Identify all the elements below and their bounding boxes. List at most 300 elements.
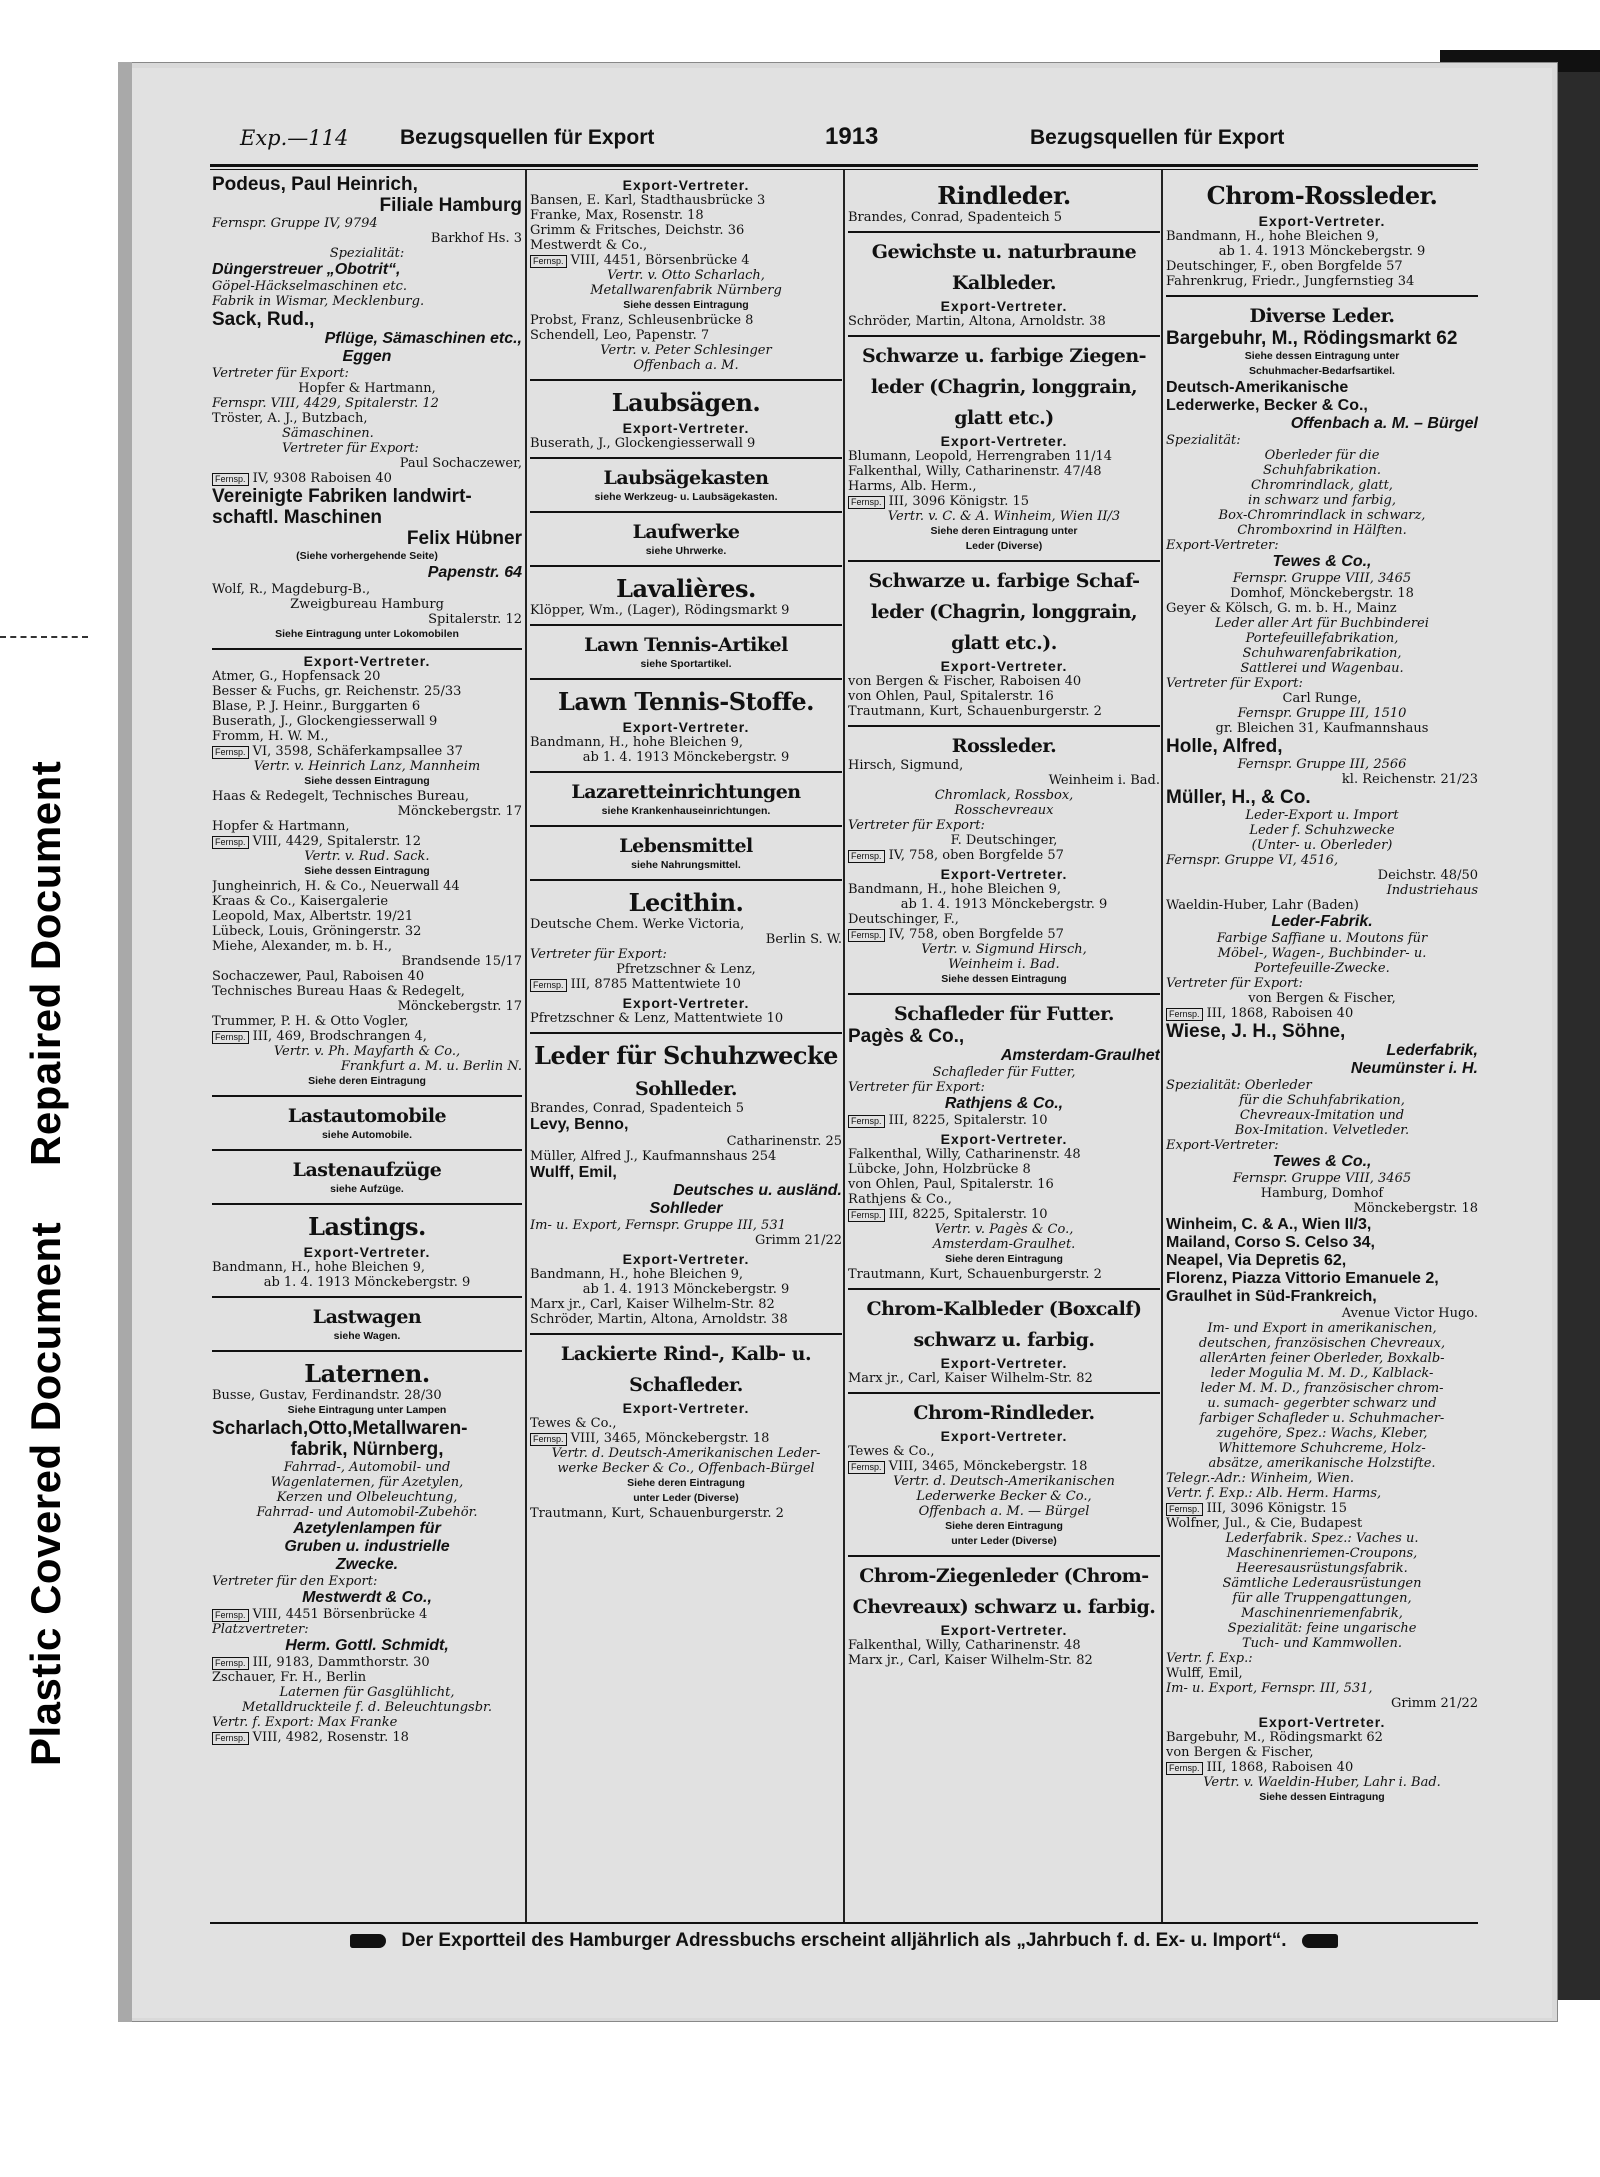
section-divider <box>530 624 842 626</box>
directory-line: Harms, Alb. Herm., <box>848 479 977 494</box>
section-divider <box>212 1350 522 1352</box>
category-heading: Schafleder für Futter. <box>894 1003 1114 1025</box>
directory-line: Vertr. f. Export: Max Franke <box>212 1715 398 1730</box>
firm-name: Holle, Alfred, <box>1166 736 1283 757</box>
column-rule-1 <box>525 170 527 1922</box>
header-rule <box>210 164 1478 167</box>
directory-line: Frankfurt a. M. u. Berlin N. <box>340 1059 522 1074</box>
directory-line: Bansen, E. Karl, Stadthausbrücke 3 <box>530 193 766 208</box>
directory-line: Vertr. v. Heinrich Lanz, Mannheim <box>253 759 481 774</box>
cross-reference-note: Siehe dessen Eintragung unter <box>1244 350 1400 362</box>
firm-name: Bargebuhr, M., Rödingsmarkt 62 <box>1166 328 1458 349</box>
directory-line: Bandmann, H., hohe Bleichen 9, <box>530 735 744 750</box>
cross-reference-note: siehe Uhrwerke. <box>645 545 727 557</box>
directory-line: von Ohlen, Paul, Spitalerstr. 16 <box>848 689 1054 704</box>
category-heading: leder (Chagrin, longgrain, <box>870 376 1138 398</box>
category-heading: Chevreaux) schwarz u. farbig. <box>852 1596 1156 1618</box>
telephone-symbol-icon: Fernsp. <box>212 1609 249 1622</box>
section-divider <box>530 1032 842 1034</box>
directory-line: Fernspr. Gruppe III, 2566 <box>1237 757 1407 772</box>
firm-name: Deutsch-Amerikanische <box>1166 379 1349 396</box>
telephone-symbol-icon: Fernsp. <box>212 1732 249 1745</box>
firm-name: Winheim, C. & A., Wien II/3, <box>1166 1216 1372 1233</box>
directory-line: Metallwarenfabrik Nürnberg <box>590 283 782 298</box>
directory-line: Waeldin-Huber, Lahr (Baden) <box>1166 898 1359 913</box>
directory-line: Fernsp. IV, 9308 Raboisen 40 <box>212 471 522 486</box>
directory-line: Blase, P. J. Heinr., Burggarten 6 <box>212 699 421 714</box>
firm-name: Podeus, Paul Heinrich, <box>212 174 418 195</box>
directory-line: Spezialität: <box>329 246 405 261</box>
directory-line: Fernsp. III, 8785 Mattentwiete 10 <box>530 977 842 992</box>
telephone-symbol-icon: Fernsp. <box>1166 1762 1203 1775</box>
telephone-symbol-icon: Fernsp. <box>848 1115 885 1128</box>
category-heading: Laubsägekasten <box>603 467 769 489</box>
directory-line: für alle Truppengattungen, <box>1232 1591 1412 1606</box>
directory-line: kl. Reichenstr. 21/23 <box>1341 772 1478 787</box>
directory-line: ab 1. 4. 1913 Mönckebergstr. 9 <box>1218 244 1426 259</box>
directory-line: Sämaschinen. <box>282 426 374 441</box>
scan-dash-mark <box>0 636 88 638</box>
column-2 <box>530 174 842 1521</box>
category-heading: Lazaretteinrichtungen <box>571 781 801 803</box>
directory-line: Kraas & Co., Kaisergalerie <box>212 894 389 909</box>
directory-line: Jungheinrich, H. & Co., Neuerwall 44 <box>212 879 460 894</box>
directory-line: Vertr. v. Rud. Sack. <box>304 849 430 864</box>
directory-line: Haas & Redegelt, Technisches Bureau, <box>212 789 469 804</box>
section-divider <box>848 1288 1160 1290</box>
firm-name: Leder-Fabrik. <box>1271 913 1373 930</box>
directory-line: Hopfer & Hartmann, <box>212 819 350 834</box>
telephone-symbol-icon: Fernsp. <box>848 929 885 942</box>
cross-reference-note: siehe Werkzeug- u. Laubsägekasten. <box>594 491 778 503</box>
directory-line: Hopfer & Hartmann, <box>298 381 436 396</box>
section-divider <box>530 379 842 381</box>
directory-line: Heeresausrüstungsfabrik. <box>1236 1561 1408 1576</box>
telephone-symbol-icon: Fernsp. <box>212 1031 249 1044</box>
directory-line: Paul Sochaczewer, <box>399 456 522 471</box>
directory-line: Spezialität: feine ungarische <box>1227 1621 1417 1636</box>
directory-line: Deutschinger, F., <box>848 912 959 927</box>
category-heading: Lebensmittel <box>619 835 753 857</box>
directory-line: Fernsp. VI, 3598, Schäferkampsallee 37 <box>212 744 522 759</box>
column-1 <box>212 174 522 1745</box>
cross-reference-note: Siehe Eintragung unter Lokomobilen <box>275 628 459 640</box>
directory-line: Metalldruckteile f. d. Beleuchtungsbr. <box>242 1700 492 1715</box>
directory-line: ab 1. 4. 1913 Mönckebergstr. 9 <box>582 750 790 765</box>
directory-line: Klöpper, Wm., (Lager), Rödingsmarkt 9 <box>530 603 790 618</box>
pointing-hand-icon <box>1302 1934 1338 1948</box>
directory-line: Tewes & Co., <box>530 1416 617 1431</box>
footer-rule <box>210 1922 1478 1924</box>
telephone-symbol-icon: Fernsp. <box>530 979 567 992</box>
directory-line: Sattlerei und Wagenbau. <box>1240 661 1404 676</box>
category-heading: Sohlleder. <box>635 1078 737 1100</box>
firm-name: Filiale Hamburg <box>379 195 522 216</box>
export-agents-heading: Export-Vertreter. <box>1258 214 1386 229</box>
directory-line: Falkenthal, Willy, Catharinenstr. 47/48 <box>848 464 1102 479</box>
directory-line: Bandmann, H., hohe Bleichen 9, <box>530 1267 744 1282</box>
directory-line: Fabrik in Wismar, Mecklenburg. <box>212 294 425 309</box>
section-divider <box>848 1392 1160 1394</box>
export-agents-heading: Export-Vertreter. <box>303 1245 431 1260</box>
directory-line: Hirsch, Sigmund, <box>848 758 964 773</box>
directory-line: Vertr. f. Exp.: <box>1166 1651 1253 1666</box>
telephone-symbol-icon: Fernsp. <box>848 1209 885 1222</box>
export-agents-heading: Export-Vertreter. <box>622 1252 750 1267</box>
category-heading: Lackierte Rind-, Kalb- u. <box>560 1343 812 1365</box>
directory-line: Vertreter für Export: <box>212 366 349 381</box>
directory-line: Grimm 21/22 <box>754 1233 842 1248</box>
firm-name: Deutsches u. ausländ. <box>673 1182 842 1199</box>
running-title-left: Bezugsquellen für Export <box>400 126 655 149</box>
directory-line: Chevreaux-Imitation und <box>1239 1108 1405 1123</box>
directory-line: Oberleder für die <box>1264 448 1380 463</box>
directory-line: Fernsp. VIII, 4451, Börsenbrücke 4 <box>530 253 842 268</box>
directory-line: Kerzen und Ölbeleuchtung, <box>276 1490 458 1505</box>
cross-reference-note: siehe Aufzüge. <box>330 1183 404 1195</box>
directory-line: Weinheim i. Bad. <box>948 957 1060 972</box>
directory-line: Spezialität: Oberleder <box>1166 1078 1312 1093</box>
cross-reference-note: Siehe deren Eintragung <box>945 1253 1063 1265</box>
directory-line: (Unter- u. Oberleder) <box>1251 838 1393 853</box>
directory-line: Portefeuille-Zwecke. <box>1254 961 1390 976</box>
directory-line: leder M. M. D., französischer chrom- <box>1200 1381 1444 1396</box>
firm-name: Eggen <box>342 348 392 365</box>
firm-name: Scharlach,Otto,Metallwaren- <box>212 1418 468 1439</box>
cross-reference-note: Siehe deren Eintragung <box>308 1075 426 1087</box>
firm-name: Pflüge, Sämaschinen etc., <box>324 330 522 347</box>
directory-line: Fernsp. VIII, 4429, Spitalerstr. 12 <box>212 834 522 849</box>
category-heading: Leder für Schuhzwecke <box>534 1042 838 1070</box>
directory-line: Fernsp. III, 8225, Spitalerstr. 10 <box>848 1207 1160 1222</box>
cross-reference-note: Siehe dessen Eintragung <box>941 973 1067 985</box>
directory-line: Offenbach a. M. — Bürgel <box>918 1504 1090 1519</box>
category-heading: Rossleder. <box>951 735 1057 757</box>
cross-reference-note: Siehe deren Eintragung <box>945 1520 1063 1532</box>
directory-line: Industriehaus <box>1386 883 1478 898</box>
column-4 <box>1166 174 1478 1805</box>
column-3 <box>848 174 1160 1668</box>
directory-line: Göpel-Häckselmaschinen etc. <box>212 279 408 294</box>
firm-name: fabrik, Nürnberg, <box>290 1439 444 1460</box>
firm-name: Vereinigte Fabriken landwirt- <box>212 486 472 507</box>
side-label-strip <box>0 0 110 2177</box>
directory-line: Mönckebergstr. 18 <box>1353 1201 1478 1216</box>
directory-line: Domhof, Mönckebergstr. 18 <box>1230 586 1414 601</box>
directory-line: F. Deutschinger, <box>950 833 1058 848</box>
directory-line: Besser & Fuchs, gr. Reichenstr. 25/33 <box>212 684 462 699</box>
section-divider <box>848 560 1160 562</box>
directory-line: Bandmann, H., hohe Bleichen 9, <box>848 882 1062 897</box>
directory-line: Fernspr. Gruppe VIII, 3465 <box>1232 571 1412 586</box>
telephone-symbol-icon: Fernsp. <box>1166 1008 1203 1021</box>
directory-line: Geyer & Kölsch, G. m. b. H., Mainz <box>1166 601 1397 616</box>
cross-reference-note: Siehe deren Eintragung <box>627 1477 745 1489</box>
directory-line: Maschinenriemenfabrik, <box>1241 1606 1403 1621</box>
directory-line: Marx jr., Carl, Kaiser Wilhelm-Str. 82 <box>848 1653 1093 1668</box>
cross-reference-note: Siehe dessen Eintragung <box>1259 1791 1385 1803</box>
firm-name: Neapel, Via Depretis 62, <box>1166 1252 1347 1269</box>
directory-line: Leopold, Max, Albertstr. 19/21 <box>212 909 414 924</box>
category-heading: Chrom-Rossleder. <box>1206 182 1438 210</box>
category-heading: schwarz u. farbig. <box>913 1329 1095 1351</box>
directory-line: Zweigbureau Hamburg <box>290 597 444 612</box>
category-heading: Laufwerke <box>632 521 740 543</box>
directory-line: Falkenthal, Willy, Catharinenstr. 48 <box>848 1638 1081 1653</box>
directory-line: Lübeck, Louis, Gröningerstr. 32 <box>212 924 422 939</box>
directory-line: Buserath, J., Glockengiesserwall 9 <box>530 436 756 451</box>
directory-line: Vertr. v. Waeldin-Huber, Lahr i. Bad. <box>1203 1775 1441 1790</box>
section-divider <box>848 1555 1160 1557</box>
cross-reference-note: unter Leder (Diverse) <box>951 1535 1057 1547</box>
directory-line: Export-Vertreter: <box>1166 1138 1279 1153</box>
repaired-document-label: Repaired Document <box>22 760 69 1166</box>
directory-line: Pfretzschner & Lenz, <box>616 962 756 977</box>
telephone-symbol-icon: Fernsp. <box>212 473 249 486</box>
firm-name: Mestwerdt & Co., <box>302 1589 432 1606</box>
directory-line: Export-Vertreter: <box>1166 538 1279 553</box>
category-heading: Lawn Tennis-Stoffe. <box>558 688 814 716</box>
directory-line: Fernsp. VIII, 3465, Mönckebergstr. 18 <box>848 1459 1160 1474</box>
firm-name: Düngerstreuer „Obotrit“, <box>212 261 401 278</box>
cross-reference-note: Schuhmacher-Bedarfsartikel. <box>1249 365 1395 377</box>
firm-name: Felix Hübner <box>406 528 522 549</box>
export-agents-heading: Export-Vertreter. <box>940 1132 1068 1147</box>
firm-name: Sohlleder <box>649 1200 723 1217</box>
directory-line: Spitalerstr. 12 <box>428 612 522 627</box>
category-heading: Rindleder. <box>937 182 1071 210</box>
category-heading: leder (Chagrin, longgrain, <box>870 601 1138 623</box>
directory-line: von Bergen & Fischer, Raboisen 40 <box>848 674 1082 689</box>
firm-name: Pagès & Co., <box>848 1026 965 1047</box>
directory-line: Wolf, R., Magdeburg-B., <box>212 582 371 597</box>
directory-line: Trautmann, Kurt, Schauenburgerstr. 2 <box>848 1267 1102 1282</box>
directory-line: u. sumach- gegerbter schwarz und <box>1207 1396 1437 1411</box>
column-rule-2 <box>843 170 845 1922</box>
category-heading: Laternen. <box>304 1360 430 1388</box>
firm-name: Sack, Rud., <box>212 309 315 330</box>
directory-line: Sochaczewer, Paul, Raboisen 40 <box>212 969 425 984</box>
directory-line: Franke, Max, Rosenstr. 18 <box>530 208 704 223</box>
directory-line: Blumann, Leopold, Herrengraben 11/14 <box>848 449 1113 464</box>
section-divider <box>848 335 1160 337</box>
directory-line: Lederwerke Becker & Co., <box>916 1489 1092 1504</box>
directory-line: Trautmann, Kurt, Schauenburgerstr. 2 <box>848 704 1102 719</box>
directory-line: Chromlack, Rossbox, <box>934 788 1074 803</box>
directory-line: allerArten feiner Oberleder, Boxkalb- <box>1199 1351 1445 1366</box>
firm-name: Azetylenlampen für <box>293 1520 441 1537</box>
directory-line: Tuch- und Kammwollen. <box>1241 1636 1402 1651</box>
directory-line: Farbige Saffiane u. Moutons für <box>1216 931 1428 946</box>
category-heading: Lawn Tennis-Artikel <box>584 634 788 656</box>
cross-reference-note: siehe Sportartikel. <box>640 658 732 670</box>
firm-name: Graulhet in Süd-Frankreich, <box>1166 1288 1377 1305</box>
directory-line: Mönckebergstr. 17 <box>397 999 522 1014</box>
page-binding-edge <box>118 62 132 2022</box>
export-agents-heading: Export-Vertreter. <box>622 720 750 735</box>
directory-line: Deutschinger, F., oben Borgfelde 57 <box>1166 259 1403 274</box>
directory-line: Box-Chromrindlack in schwarz, <box>1218 508 1426 523</box>
directory-line: Deichstr. 48/50 <box>1377 868 1478 883</box>
header-year: 1913 <box>825 123 879 150</box>
section-divider <box>212 1095 522 1097</box>
export-agents-heading: Export-Vertreter. <box>940 434 1068 449</box>
category-heading: Chrom-Rindleder. <box>913 1402 1095 1424</box>
directory-line: Leder-Export u. Import <box>1245 808 1399 823</box>
directory-line: farbiger Schafleder u. Schuhmacher- <box>1199 1411 1445 1426</box>
firm-name: Mailand, Corso S. Celso 34, <box>1166 1234 1375 1251</box>
export-agents-heading: Export-Vertreter. <box>940 299 1068 314</box>
directory-line: ab 1. 4. 1913 Mönckebergstr. 9 <box>582 1282 790 1297</box>
category-heading: Laubsägen. <box>611 389 761 417</box>
page-footer <box>210 1930 1478 1952</box>
directory-line: Fernsp. VIII, 4982, Rosenstr. 18 <box>212 1730 522 1745</box>
directory-line: ab 1. 4. 1913 Mönckebergstr. 9 <box>900 897 1108 912</box>
directory-line: Falkenthal, Willy, Catharinenstr. 48 <box>848 1147 1081 1162</box>
directory-line: Fernspr. Gruppe III, 1510 <box>1237 706 1407 721</box>
section-divider <box>848 231 1160 233</box>
export-agents-heading: Export-Vertreter. <box>940 1623 1068 1638</box>
section-divider <box>530 1333 842 1335</box>
directory-line: Mestwerdt & Co., <box>530 238 648 253</box>
directory-line: Fernsp. III, 1868, Raboisen 40 <box>1166 1760 1478 1775</box>
directory-line: Zschauer, Fr. H., Berlin <box>212 1670 367 1685</box>
section-divider <box>530 457 842 459</box>
telephone-symbol-icon: Fernsp. <box>848 1461 885 1474</box>
directory-line: Vertr. v. C. & A. Winheim, Wien II/3 <box>887 509 1121 524</box>
category-heading: glatt etc.). <box>951 632 1057 654</box>
directory-line: Vertr. v. Peter Schlesinger <box>600 343 772 358</box>
directory-line: Marx jr., Carl, Kaiser Wilhelm-Str. 82 <box>848 1371 1093 1386</box>
firm-name: Lederfabrik, <box>1386 1042 1478 1059</box>
directory-line: Busse, Gustav, Ferdinandstr. 28/30 <box>212 1388 442 1403</box>
directory-line: Deutsche Chem. Werke Victoria, <box>530 917 745 932</box>
directory-line: zugehöre, Spez.: Wachs, Kleber, <box>1216 1426 1428 1441</box>
directory-line: Lederfabrik. Spez.: Vaches u. <box>1225 1531 1419 1546</box>
firm-name: Amsterdam-Graulhet <box>1000 1047 1160 1064</box>
section-divider <box>530 879 842 881</box>
section-divider <box>530 825 842 827</box>
directory-line: gr. Bleichen 31, Kaufmannshaus <box>1215 721 1429 736</box>
category-heading: Lastwagen <box>312 1306 422 1328</box>
category-heading: Schwarze u. farbige Schaf- <box>868 570 1140 592</box>
category-heading: Lastenaufzüge <box>292 1159 442 1181</box>
directory-line: Amsterdam-Graulhet. <box>932 1237 1076 1252</box>
firm-name: schaftl. Maschinen <box>212 507 382 528</box>
telephone-symbol-icon: Fernsp. <box>1166 1503 1203 1516</box>
directory-line: Schendell, Leo, Papenstr. 7 <box>530 328 710 343</box>
directory-line: Brandes, Conrad, Spadenteich 5 <box>848 210 1063 225</box>
column-rule-3 <box>1161 170 1163 1922</box>
directory-line: Fahrrad- und Automobil-Zubehör. <box>256 1505 478 1520</box>
directory-line: Barkhof Hs. 3 <box>430 231 522 246</box>
directory-line: Spezialität: <box>1166 433 1241 448</box>
category-heading: Schwarze u. farbige Ziegen- <box>861 345 1147 367</box>
directory-line: in schwarz und farbig, <box>1248 493 1396 508</box>
cross-reference-note: siehe Nahrungsmittel. <box>631 859 741 871</box>
telephone-symbol-icon: Fernsp. <box>530 1433 567 1446</box>
directory-line: Fernsp. VIII, 3465, Mönckebergstr. 18 <box>530 1431 842 1446</box>
directory-line: Brandes, Conrad, Spadenteich 5 <box>530 1101 745 1116</box>
directory-line: Portefeuillefabrikation, <box>1245 631 1399 646</box>
directory-line: Rathjens & Co., <box>848 1192 952 1207</box>
directory-line: Box-Imitation. Velvetleder. <box>1234 1123 1410 1138</box>
directory-line: Grimm 21/22 <box>1390 1696 1478 1711</box>
section-divider <box>530 511 842 513</box>
firm-name: Wiese, J. H., Söhne, <box>1166 1021 1346 1042</box>
export-agents-heading: Export-Vertreter. <box>940 867 1068 882</box>
directory-line: Carl Runge, <box>1282 691 1362 706</box>
directory-line: Fahrrad-, Automobil- und <box>283 1460 451 1475</box>
directory-line: Möbel-, Wagen-, Buchbinder- u. <box>1217 946 1427 961</box>
directory-line: Schuhfabrikation. <box>1263 463 1381 478</box>
cross-reference-note: Siehe Eintragung unter Lampen <box>287 1404 447 1416</box>
directory-line: Fernsp. III, 8225, Spitalerstr. 10 <box>848 1113 1160 1128</box>
directory-line: von Bergen & Fischer, <box>1166 1745 1314 1760</box>
directory-line: deutschen, französischen Chevreaux, <box>1198 1336 1446 1351</box>
section-divider <box>848 993 1160 995</box>
directory-line: Vertreter für den Export: <box>212 1574 378 1589</box>
telephone-symbol-icon: Fernsp. <box>212 836 249 849</box>
directory-line: Probst, Franz, Schleusenbrücke 8 <box>530 313 754 328</box>
directory-line: Vertr. v. Otto Scharlach, <box>607 268 765 283</box>
section-divider <box>212 1296 522 1298</box>
firm-name: Rathjens & Co., <box>944 1095 1064 1112</box>
directory-line: Laternen für Gasglühlicht, <box>279 1685 455 1700</box>
firm-name: Gruben u. industrielle <box>284 1538 450 1555</box>
telephone-symbol-icon: Fernsp. <box>212 1657 249 1670</box>
directory-line: Schuhwarenfabrikation, <box>1242 646 1402 661</box>
directory-line: von Bergen & Fischer, <box>1248 991 1396 1006</box>
directory-line: Fernsp. III, 3096 Königstr. 15 <box>848 494 1160 509</box>
directory-line: Miehe, Alexander, m. b. H., <box>212 939 393 954</box>
telephone-symbol-icon: Fernsp. <box>530 255 567 268</box>
directory-line: Hamburg, Domhof <box>1260 1186 1384 1201</box>
directory-line: Technisches Bureau Haas & Redegelt, <box>212 984 465 999</box>
directory-line: Im- u. Export, Fernspr. III, 531, <box>1166 1681 1373 1696</box>
category-heading: Lavalières. <box>616 575 756 603</box>
directory-line: Brandsende 15/17 <box>401 954 522 969</box>
section-divider <box>848 725 1160 727</box>
plastic-covered-label: Plastic Covered Document <box>22 1221 69 1766</box>
firm-name: Lederwerke, Becker & Co., <box>1166 397 1368 414</box>
directory-line: Vertreter für Export: <box>848 1080 985 1095</box>
directory-line: werke Becker & Co., Offenbach-Bürgel <box>557 1461 815 1476</box>
directory-line: Mönckebergstr. 17 <box>397 804 522 819</box>
directory-line: Vertr. f. Exp.: Alb. Herm. Harms, <box>1166 1486 1382 1501</box>
directory-line: Leder aller Art für Buchbinderei <box>1215 616 1429 631</box>
directory-line: Pfretzschner & Lenz, Mattentwiete 10 <box>530 1011 784 1026</box>
directory-line: ab 1. 4. 1913 Mönckebergstr. 9 <box>263 1275 471 1290</box>
firm-name: Offenbach a. M. – Bürgel <box>1290 415 1478 432</box>
directory-line: Vertreter für Export: <box>530 947 667 962</box>
directory-line: Fernsp. III, 469, Brodschrangen 4, <box>212 1029 522 1044</box>
directory-line: Catharinenstr. 25 <box>726 1134 842 1149</box>
directory-line: Avenue Victor Hugo. <box>1341 1306 1478 1321</box>
directory-line: Vertreter für Export: <box>848 818 985 833</box>
directory-line: Chromboxrind in Hälften. <box>1237 523 1407 538</box>
directory-line: Buserath, J., Glockengiesserwall 9 <box>212 714 438 729</box>
cross-reference-note: Leder (Diverse) <box>965 540 1043 552</box>
directory-line: Tröster, A. J., Butzbach, <box>212 411 368 426</box>
directory-line: Wulff, Emil, <box>1166 1666 1243 1681</box>
directory-line: für die Schuhfabrikation, <box>1239 1093 1405 1108</box>
directory-line: Vertr. v. Sigmund Hirsch, <box>921 942 1087 957</box>
page-number: Exp.—114 <box>240 126 349 150</box>
directory-line: Vertr. v. Pagès & Co., <box>934 1222 1074 1237</box>
firm-name: Papenstr. 64 <box>427 564 522 581</box>
section-divider <box>530 771 842 773</box>
